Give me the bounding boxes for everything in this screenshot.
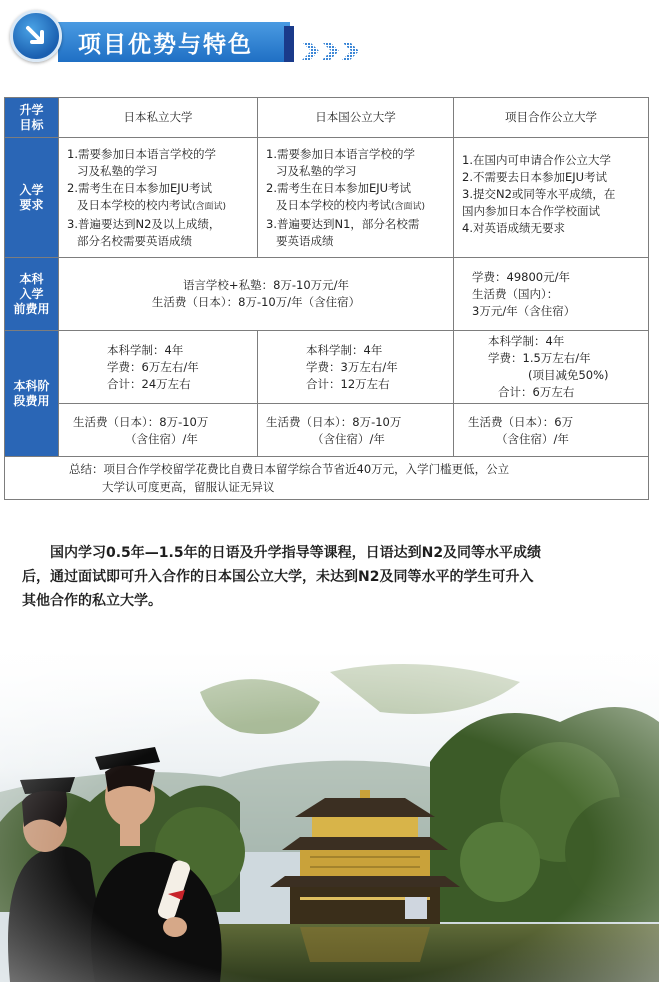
- text-line: 合计：12万左右: [306, 376, 390, 391]
- undergrad-public: [258, 331, 454, 404]
- text-line: 本科学制：4年: [107, 342, 184, 357]
- col-header-private: 日本私立大学: [59, 98, 258, 137]
- header-title-bar: [58, 22, 290, 62]
- col-header-partner: 项目合作公立大学: [505, 110, 597, 124]
- undergrad-partner: [454, 331, 648, 404]
- text-line: 生活费（日本）：8万-10万: [73, 414, 209, 429]
- pre-cost-partner: [454, 258, 648, 330]
- table-row-goal: [5, 98, 648, 138]
- row-label-pre-cost: [5, 258, 59, 330]
- text-line: 生活费（日本）：8万-10万: [266, 414, 402, 429]
- graduates-golden-pavilion-photo: [0, 652, 659, 982]
- paragraph-line: 国内学习0.5年—1.5年的日语及升学指导等课程，日语达到N2及同等水平成绩: [50, 545, 542, 561]
- label-line: 入学: [19, 182, 44, 197]
- paragraph-line: 其他合作的私立大学。: [22, 593, 162, 609]
- text-line: (项目减免50%): [528, 368, 609, 382]
- text-line: （含住宿）/年: [312, 431, 385, 446]
- text-line: 3.提交N2或同等水平成绩，在: [462, 187, 616, 201]
- table-row-admission: [5, 138, 648, 258]
- text-line: 2.需考生在日本参加EJU考试: [266, 181, 412, 195]
- text-note: (含面试): [391, 202, 426, 212]
- text-line: 本科学制：4年: [488, 334, 565, 348]
- text-line: 习及私塾的学习: [276, 164, 357, 178]
- summary-text: [5, 457, 648, 500]
- text-line: 生活费（日本）：6万: [468, 414, 574, 429]
- row-label-goal: [5, 98, 59, 137]
- label-line: 前费用: [13, 301, 50, 316]
- text-line: 习及私塾的学习: [77, 164, 158, 178]
- admission-public: [258, 138, 454, 257]
- label-line: 要求: [19, 197, 44, 212]
- text-line: 合计：24万左右: [107, 376, 191, 391]
- text-line: 合计：6万左右: [498, 385, 575, 399]
- comparison-table: [4, 97, 649, 500]
- text-line: 3.普遍要达到N1，部分名校需: [266, 217, 420, 231]
- text-line: 3.普遍要达到N2及以上成绩，: [67, 217, 221, 231]
- text-line: （含住宿）/年: [496, 431, 569, 446]
- table-row-undergrad-cost: [5, 331, 648, 457]
- text-line: 学费：6万左右/年: [107, 359, 199, 374]
- living-private: [59, 404, 258, 457]
- text-line: 要英语成绩: [276, 234, 334, 248]
- text-line: 生活费（国内）：: [472, 286, 559, 301]
- text-line: 本科学制：4年: [306, 342, 383, 357]
- undergrad-private: [59, 331, 258, 404]
- label-line: 段费用: [13, 393, 50, 408]
- text-line: 大学认可度更高，留服认证无异议: [102, 480, 275, 494]
- table-row-pre-cost: [5, 258, 648, 331]
- col-header-public: 日本国公立大学: [258, 98, 454, 137]
- label-line: 目标: [19, 117, 44, 132]
- text-line: 学费：49800元/年: [472, 269, 570, 284]
- row-label-undergrad-cost: [5, 331, 59, 456]
- section-header: [0, 0, 659, 80]
- section-title: 项目优势与特色: [78, 32, 253, 58]
- text-line: 1.需要参加日本语言学校的学: [266, 147, 415, 161]
- text-line: 1.在国内可申请合作公立大学: [462, 153, 611, 167]
- row-label-admission: [5, 138, 59, 257]
- living-public: [258, 404, 454, 457]
- text-line: 国内参加日本合作学校面试: [462, 204, 600, 218]
- text-line: 总结：项目合作学校留学花费比自费日本留学综合节省近40万元，入学门槛更低，公立: [69, 462, 510, 476]
- text-line: 4.对英语成绩无要求: [462, 221, 565, 235]
- text-line: 3万元/年（含住宿）: [472, 303, 576, 318]
- arrow-down-right-icon: [10, 10, 62, 62]
- intro-paragraph: [22, 541, 634, 613]
- paragraph-line: 后，通过面试即可升入合作的日本国公立大学，未达到N2及同等水平的学生可升入: [22, 569, 534, 585]
- text-line: 学费：3万左右/年: [306, 359, 398, 374]
- text-line: 2.需考生在日本参加EJU考试: [67, 181, 213, 195]
- living-partner: [454, 404, 648, 457]
- admission-partner: [454, 138, 648, 257]
- label-line: 升学: [19, 102, 44, 117]
- text-line: 部分名校需要英语成绩: [77, 234, 192, 248]
- pre-cost-merged: [59, 258, 454, 330]
- text-line: （含住宿）/年: [125, 431, 198, 446]
- table-row-summary: [5, 457, 648, 500]
- text-line: 生活费（日本）：8万-10万/年（含住宿）: [151, 295, 361, 309]
- text-line: 学费：1.5万左右/年: [488, 351, 591, 365]
- text-line: 及日本学校的校内考试: [77, 198, 192, 212]
- header-bar-shadow: [284, 26, 294, 62]
- label-line: 本科: [19, 271, 44, 286]
- text-line: 2.不需要去日本参加EJU考试: [462, 170, 608, 184]
- text-line: 及日本学校的校内考试: [276, 198, 391, 212]
- text-note: (含面试): [192, 202, 227, 212]
- text-line: 语言学校+私塾：8万-10万元/年: [182, 278, 350, 292]
- text-line: 1.需要参加日本语言学校的学: [67, 147, 216, 161]
- label-line: 入学: [19, 286, 44, 301]
- label-line: 本科阶: [13, 378, 50, 393]
- admission-private: [59, 138, 258, 257]
- chevron-arrows-icon: [302, 40, 368, 62]
